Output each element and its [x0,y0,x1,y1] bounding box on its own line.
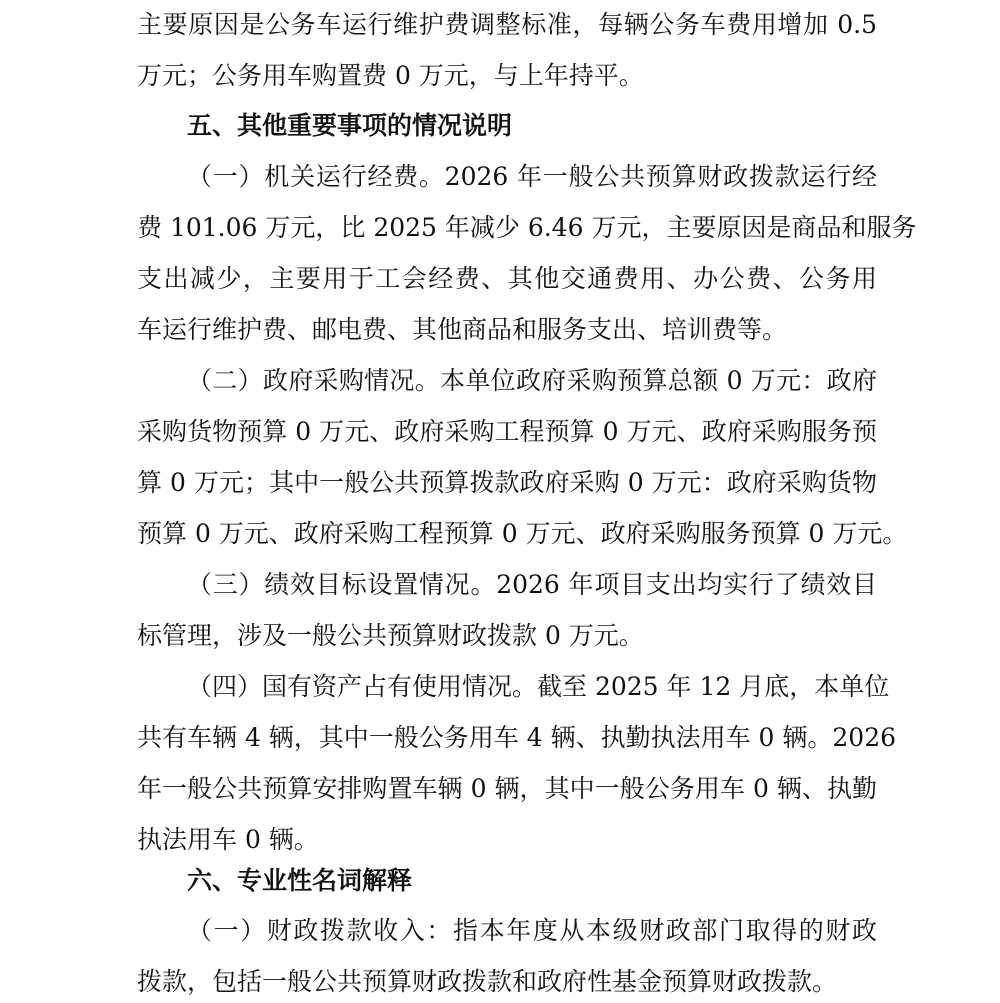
paragraph-line: （一）机关运行经费。2026 年一般公共预算财政拨款运行经 [187,162,877,191]
paragraph-line: 主要原因是公务车运行维护费调整标准，每辆公务车费用增加 0.5 [137,10,877,39]
section-heading-5: 五、其他重要事项的情况说明 [187,111,513,140]
paragraph-line: （四）国有资产占有使用情况。截至 2025 年 12 月底，本单位 [187,672,890,701]
paragraph-line: 共有车辆 4 辆，其中一般公务用车 4 辆、执勤执法用车 0 辆。2026 [137,723,897,752]
paragraph-line: 采购货物预算 0 万元、政府采购工程预算 0 万元、政府采购服务预 [137,417,877,446]
paragraph-line: 费 101.06 万元，比 2025 年减少 6.46 万元，主要原因是商品和服务 [137,213,917,242]
paragraph-line: 万元；公务用车购置费 0 万元，与上年持平。 [137,61,644,90]
paragraph-line: （二）政府采购情况。本单位政府采购预算总额 0 万元：政府 [187,366,877,395]
paragraph-line: 支出减少，主要用于工会经费、其他交通费用、办公费、公务用 [137,264,877,293]
paragraph-line: 标管理，涉及一般公共预算财政拨款 0 万元。 [137,621,644,650]
paragraph-line: 预算 0 万元、政府采购工程预算 0 万元、政府采购服务预算 0 万元。 [137,519,908,548]
paragraph-line: 拨款，包括一般公共预算财政拨款和政府性基金预算财政拨款。 [137,967,838,996]
paragraph-line: 年一般公共预算安排购置车辆 0 辆，其中一般公务用车 0 辆、执勤 [137,774,877,803]
paragraph-line: 算 0 万元；其中一般公共预算拨款政府采购 0 万元：政府采购货物 [137,468,877,497]
paragraph-line: （三）绩效目标设置情况。2026 年项目支出均实行了绩效目 [187,570,877,599]
paragraph-line: 执法用车 0 辆。 [137,825,319,854]
paragraph-line: （一）财政拨款收入：指本年度从本级财政部门取得的财政 [187,916,877,945]
paragraph-line: 车运行维护费、邮电费、其他商品和服务支出、培训费等。 [137,315,788,344]
section-heading-6: 六、专业性名词解释 [187,866,413,895]
